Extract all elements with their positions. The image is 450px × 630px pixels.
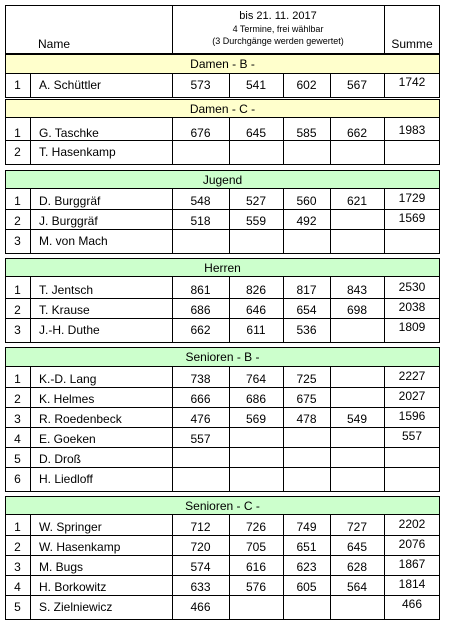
rank-cell: 5: [14, 452, 21, 466]
section-title: Damen - C -: [189, 101, 256, 116]
score-cell: 686: [245, 392, 267, 406]
row-divider: [5, 140, 440, 141]
player-name: W. Springer: [39, 520, 102, 534]
score-cell: 569: [245, 412, 267, 426]
date-line: bis 21. 11. 2017: [239, 10, 317, 22]
sum-cell: 2076: [398, 537, 426, 551]
score-cell: 564: [346, 580, 368, 594]
score-cell: 527: [245, 194, 267, 208]
section-title: Damen - B -: [190, 57, 255, 71]
sum-cell: 2202: [398, 517, 426, 531]
row-divider: [5, 595, 440, 596]
section-title: Senioren - C -: [185, 498, 260, 513]
player-name: D. Burggräf: [39, 194, 101, 208]
score-cell: 738: [190, 372, 211, 386]
column-divider: [330, 118, 331, 165]
rank-cell: 2: [14, 392, 21, 406]
score-cell: 705: [245, 540, 267, 554]
player-name: R. Roedenbeck: [39, 412, 122, 426]
rank-cell: 3: [14, 412, 21, 426]
score-cell: 826: [245, 283, 267, 297]
player-name: E. Goeken: [39, 432, 96, 446]
score-cell: 712: [190, 520, 211, 534]
column-divider: [30, 74, 31, 98]
score-cell: 621: [346, 194, 368, 208]
row-divider: [5, 318, 440, 319]
player-name: M. Bugs: [39, 560, 84, 574]
column-divider: [30, 189, 31, 254]
column-divider: [30, 277, 31, 343]
player-name: H. Borkowitz: [39, 580, 107, 594]
rank-cell: 1: [14, 194, 21, 208]
score-cell: 645: [346, 540, 368, 554]
score-cell: 541: [245, 78, 267, 92]
section-title: Jugend: [202, 172, 243, 187]
section-header: [5, 54, 440, 74]
column-divider: [330, 367, 331, 492]
row-divider: [5, 447, 440, 448]
score-cell: 492: [296, 214, 317, 228]
score-cell: 628: [346, 560, 368, 574]
score-cell: 662: [346, 126, 368, 140]
score-cell: 585: [296, 126, 317, 140]
section-header: [5, 347, 440, 367]
sum-cell: 1742: [398, 75, 426, 89]
rank-cell: 4: [14, 580, 21, 594]
score-cell: 861: [190, 283, 211, 297]
column-divider: [30, 118, 31, 165]
rank-cell: 1: [14, 372, 21, 386]
score-cell: 536: [296, 323, 317, 337]
sum-cell: 1596: [398, 409, 426, 423]
row-divider: [5, 229, 440, 230]
column-divider: [229, 118, 230, 165]
score-cell: 633: [190, 580, 211, 594]
score-cell: 557: [190, 432, 211, 446]
rank-cell: 3: [14, 234, 21, 248]
player-name: J. Burggräf: [39, 214, 98, 228]
section-header: [5, 496, 440, 515]
rank-cell: 3: [14, 323, 21, 337]
section-title: Senioren - B -: [185, 350, 260, 364]
player-name: J.-H. Duthe: [39, 323, 100, 337]
score-cell: 676: [190, 126, 211, 140]
player-name: H. Liedloff: [39, 472, 93, 486]
sum-cell: 1729: [398, 191, 426, 205]
rank-cell: 1: [14, 126, 21, 140]
player-name: W. Hasenkamp: [39, 540, 121, 554]
player-name: T. Hasenkamp: [39, 145, 116, 159]
score-cell: 560: [296, 194, 317, 208]
column-divider: [30, 367, 31, 492]
score-cell: 476: [190, 412, 211, 426]
score-cell: 843: [346, 283, 368, 297]
player-name: T. Krause: [39, 303, 90, 317]
player-name: G. Taschke: [39, 126, 99, 140]
row-divider: [5, 575, 440, 576]
row-divider: [5, 535, 440, 536]
rank-cell: 5: [14, 600, 21, 614]
row-divider: [5, 555, 440, 556]
section-header: [5, 170, 440, 189]
sum-cell: 1814: [398, 577, 426, 591]
name-column-header: Name: [38, 37, 71, 51]
sum-column-header: Summe: [391, 37, 433, 51]
score-cell: 817: [296, 283, 317, 297]
rank-cell: 4: [14, 432, 21, 446]
score-cell: 725: [296, 372, 317, 386]
rank-cell: 1: [14, 283, 21, 297]
score-cell: 698: [346, 303, 368, 317]
sum-cell: 466: [401, 597, 423, 611]
sum-cell: 1983: [398, 123, 426, 137]
score-cell: 576: [245, 580, 267, 594]
row-divider: [5, 427, 440, 428]
score-cell: 574: [190, 560, 211, 574]
player-name: D. Droß: [39, 452, 81, 466]
rank-cell: 3: [14, 560, 21, 574]
score-cell: 749: [296, 520, 317, 534]
sum-cell: 1867: [398, 557, 426, 571]
score-cell: 616: [245, 560, 267, 574]
section-header: [5, 258, 440, 277]
sum-cell: 2530: [398, 280, 426, 294]
sum-cell: 2038: [398, 300, 426, 314]
rank-cell: 1: [14, 520, 21, 534]
section-header: [5, 99, 440, 118]
score-cell: 675: [296, 392, 317, 406]
section-title: Herren: [204, 260, 241, 275]
score-cell: 720: [190, 540, 211, 554]
column-divider: [283, 367, 284, 492]
score-cell: 645: [245, 126, 267, 140]
score-cell: 726: [245, 520, 267, 534]
player-name: K. Helmes: [39, 392, 95, 406]
score-cell: 651: [296, 540, 317, 554]
score-cell: 686: [190, 303, 211, 317]
score-cell: 646: [245, 303, 267, 317]
row-divider: [5, 407, 440, 408]
rank-cell: 6: [14, 472, 21, 486]
column-divider: [229, 367, 230, 492]
row-divider: [5, 387, 440, 388]
score-cell: 602: [296, 78, 317, 92]
score-cell: 548: [190, 194, 211, 208]
score-cell: 559: [245, 214, 267, 228]
row-divider: [5, 209, 440, 210]
score-cell: 573: [190, 78, 211, 92]
column-divider: [283, 118, 284, 165]
player-name: A. Schüttler: [39, 78, 102, 92]
rank-cell: 1: [14, 78, 21, 92]
score-cell: 518: [190, 214, 211, 228]
score-cell: 605: [296, 580, 317, 594]
score-cell: 623: [296, 560, 317, 574]
row-divider: [5, 467, 440, 468]
column-divider: [172, 367, 173, 492]
score-cell: 666: [190, 392, 211, 406]
row-divider: [5, 298, 440, 299]
player-name: S. Zielniewicz: [39, 600, 113, 614]
score-cell: 567: [346, 78, 368, 92]
column-divider: [30, 515, 31, 620]
rank-cell: 2: [14, 145, 21, 159]
score-cell: 662: [190, 323, 211, 337]
terms-line: 4 Termine, frei wählbar: [232, 24, 324, 34]
sum-cell: 1569: [398, 211, 426, 225]
player-name: K.-D. Lang: [39, 372, 97, 386]
sum-cell: 1809: [398, 320, 426, 334]
score-cell: 466: [190, 600, 211, 614]
rule-line: (3 Durchgänge werden gewertet): [212, 36, 344, 46]
rank-cell: 2: [14, 303, 21, 317]
player-name: M. von Mach: [39, 234, 108, 248]
score-cell: 611: [246, 323, 266, 337]
score-cell: 478: [296, 412, 317, 426]
column-divider: [172, 118, 173, 165]
score-cell: 549: [346, 412, 368, 426]
rank-cell: 2: [14, 540, 21, 554]
score-cell: 727: [346, 520, 368, 534]
score-cell: 764: [245, 372, 267, 386]
rank-cell: 2: [14, 214, 21, 228]
player-name: T. Jentsch: [39, 283, 94, 297]
score-cell: 654: [296, 303, 317, 317]
sum-cell: 557: [401, 429, 423, 443]
sum-cell: 2227: [398, 369, 426, 383]
sum-cell: 2027: [398, 389, 426, 403]
